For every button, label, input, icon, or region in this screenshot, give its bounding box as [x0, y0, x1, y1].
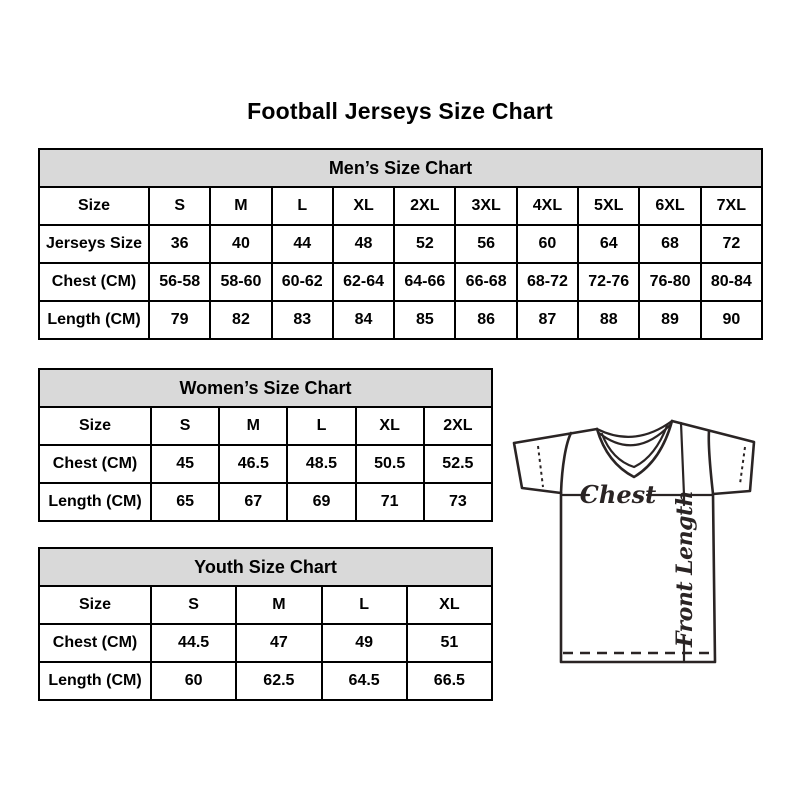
- mens-cell: 85: [394, 301, 455, 339]
- mens-cell: 79: [149, 301, 210, 339]
- womens-row-label: Length (CM): [39, 483, 151, 521]
- youth-cell: M: [236, 586, 321, 624]
- womens-cell: 69: [287, 483, 355, 521]
- womens-cell: 45: [151, 445, 219, 483]
- mens-cell: 7XL: [701, 187, 762, 225]
- mens-row-label: Chest (CM): [39, 263, 149, 301]
- womens-table-title: Women’s Size Chart: [39, 369, 492, 407]
- collar-vneck-inner: [602, 426, 667, 467]
- youth-table-row: [39, 624, 492, 662]
- chest-label: Chest: [579, 480, 657, 509]
- womens-cell: 46.5: [219, 445, 287, 483]
- youth-cell: XL: [407, 586, 492, 624]
- mens-row-label: Length (CM): [39, 301, 149, 339]
- mens-table-row: [39, 263, 762, 301]
- mens-cell: 4XL: [517, 187, 578, 225]
- mens-table-row: [39, 301, 762, 339]
- womens-row-label: Size: [39, 407, 151, 445]
- mens-cell: 3XL: [455, 187, 516, 225]
- right-cuff-stitch-line: [740, 447, 745, 484]
- collar-vneck-outer: [597, 421, 672, 477]
- mens-cell: 66-68: [455, 263, 516, 301]
- youth-table-title: Youth Size Chart: [39, 548, 492, 586]
- front-length-label: Front Length: [672, 490, 698, 648]
- youth-cell: 60: [151, 662, 236, 700]
- mens-table-title: Men’s Size Chart: [39, 149, 762, 187]
- right-armhole-seam: [709, 431, 713, 494]
- youth-cell: 44.5: [151, 624, 236, 662]
- jersey-measurement-diagram: [504, 413, 776, 675]
- mens-cell: 72-76: [578, 263, 639, 301]
- mens-cell: 5XL: [578, 187, 639, 225]
- mens-cell: 80-84: [701, 263, 762, 301]
- mens-cell: 56-58: [149, 263, 210, 301]
- womens-cell: 73: [424, 483, 492, 521]
- mens-cell: 82: [210, 301, 271, 339]
- mens-cell: 60: [517, 225, 578, 263]
- mens-cell: 86: [455, 301, 516, 339]
- youth-size-table: [38, 547, 493, 701]
- womens-size-table: [38, 368, 493, 522]
- womens-table-row: [39, 407, 492, 445]
- youth-cell: L: [322, 586, 407, 624]
- page-title: Football Jerseys Size Chart: [247, 98, 553, 124]
- youth-row-label: Size: [39, 586, 151, 624]
- mens-cell: 52: [394, 225, 455, 263]
- mens-cell: 76-80: [639, 263, 700, 301]
- mens-cell: XL: [333, 187, 394, 225]
- youth-table-row: [39, 662, 492, 700]
- mens-cell: 64: [578, 225, 639, 263]
- mens-cell: M: [210, 187, 271, 225]
- left-armhole-seam: [561, 433, 571, 493]
- mens-cell: L: [272, 187, 333, 225]
- womens-table-row: [39, 483, 492, 521]
- youth-cell: S: [151, 586, 236, 624]
- mens-size-table: [38, 148, 763, 340]
- mens-cell: 40: [210, 225, 271, 263]
- mens-cell: S: [149, 187, 210, 225]
- mens-cell: 68-72: [517, 263, 578, 301]
- mens-table-row: [39, 187, 762, 225]
- mens-cell: 62-64: [333, 263, 394, 301]
- mens-row-label: Jerseys Size: [39, 225, 149, 263]
- mens-cell: 6XL: [639, 187, 700, 225]
- youth-cell: 64.5: [322, 662, 407, 700]
- womens-row-label: Chest (CM): [39, 445, 151, 483]
- womens-cell: 67: [219, 483, 287, 521]
- mens-table-row: [39, 225, 762, 263]
- mens-cell: 84: [333, 301, 394, 339]
- womens-cell: 52.5: [424, 445, 492, 483]
- mens-cell: 68: [639, 225, 700, 263]
- mens-cell: 87: [517, 301, 578, 339]
- youth-cell: 66.5: [407, 662, 492, 700]
- mens-cell: 56: [455, 225, 516, 263]
- mens-cell: 36: [149, 225, 210, 263]
- womens-cell: 2XL: [424, 407, 492, 445]
- youth-table-row: [39, 586, 492, 624]
- mens-cell: 89: [639, 301, 700, 339]
- youth-cell: 62.5: [236, 662, 321, 700]
- mens-cell: 2XL: [394, 187, 455, 225]
- youth-row-label: Chest (CM): [39, 624, 151, 662]
- mens-cell: 58-60: [210, 263, 271, 301]
- left-cuff-stitch-line: [538, 446, 543, 487]
- mens-cell: 60-62: [272, 263, 333, 301]
- mens-cell: 88: [578, 301, 639, 339]
- mens-cell: 83: [272, 301, 333, 339]
- womens-cell: XL: [356, 407, 424, 445]
- mens-cell: 64-66: [394, 263, 455, 301]
- youth-cell: 51: [407, 624, 492, 662]
- womens-cell: 65: [151, 483, 219, 521]
- youth-cell: 49: [322, 624, 407, 662]
- womens-cell: L: [287, 407, 355, 445]
- mens-row-label: Size: [39, 187, 149, 225]
- youth-cell: 47: [236, 624, 321, 662]
- youth-row-label: Length (CM): [39, 662, 151, 700]
- womens-cell: 48.5: [287, 445, 355, 483]
- womens-cell: S: [151, 407, 219, 445]
- mens-cell: 90: [701, 301, 762, 339]
- mens-cell: 48: [333, 225, 394, 263]
- womens-cell: 50.5: [356, 445, 424, 483]
- mens-cell: 44: [272, 225, 333, 263]
- womens-table-row: [39, 445, 492, 483]
- womens-cell: 71: [356, 483, 424, 521]
- mens-cell: 72: [701, 225, 762, 263]
- womens-cell: M: [219, 407, 287, 445]
